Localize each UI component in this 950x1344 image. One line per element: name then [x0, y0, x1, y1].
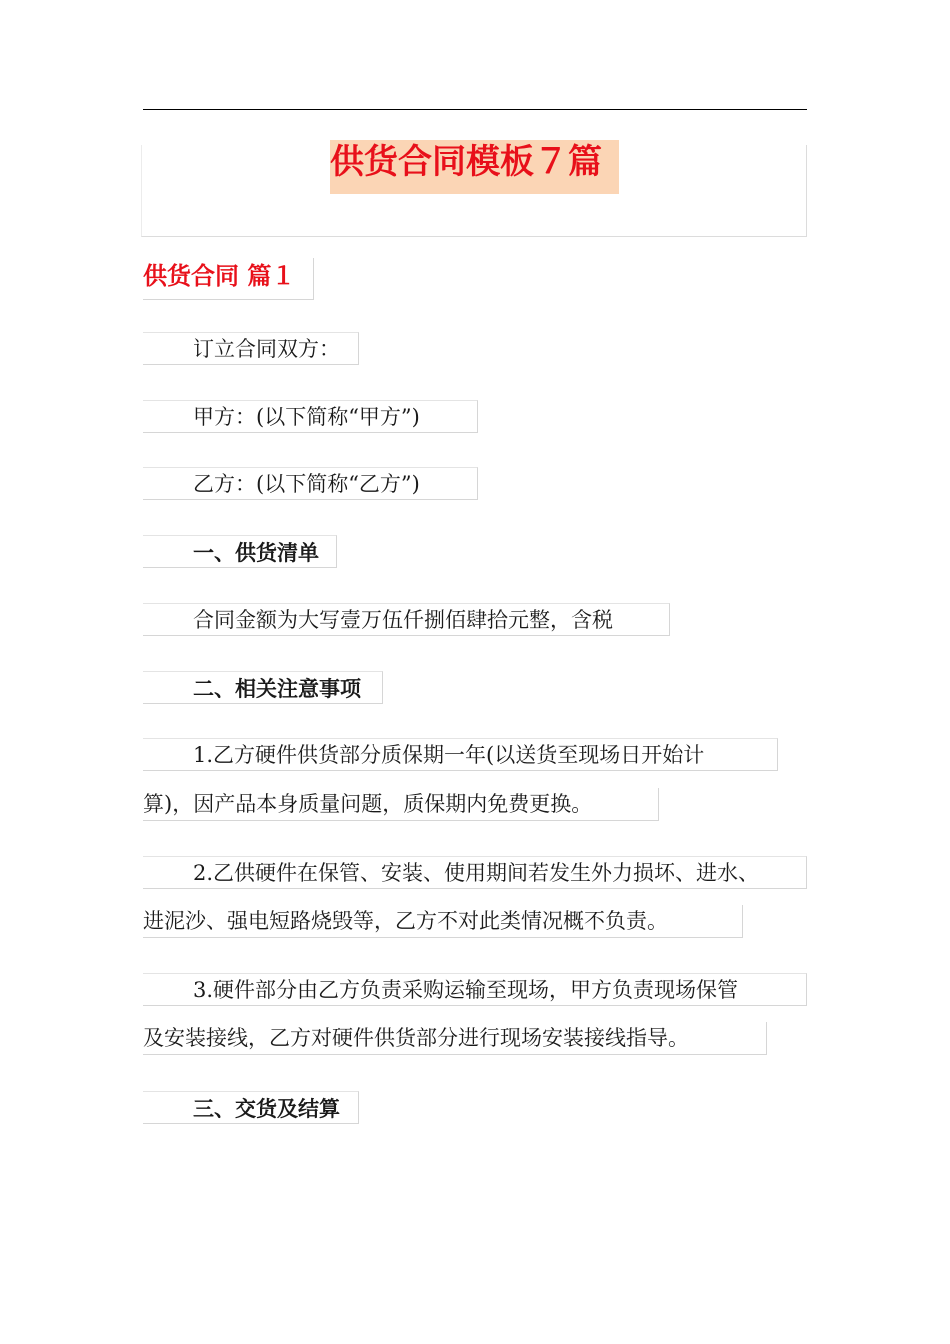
- item-2-line-1: [143, 856, 807, 889]
- heading-supply-list: [143, 535, 337, 568]
- item-2-line-2-text: 进泥沙、强电短路烧毁等，乙方不对此类情况概不负责。: [143, 909, 668, 933]
- heading-delivery-settlement-text: 三、交货及结算: [193, 1096, 340, 1121]
- item-2-line-1-text: 2.乙供硬件在保管、安装、使用期间若发生外力损坏、进水、: [193, 861, 760, 885]
- party-b-text: 乙方：(以下简称“乙方”): [193, 472, 420, 496]
- party-b: [143, 467, 478, 500]
- item-1-line-2-text: 算)，因产品本身质量问题，质保期内免费更换。: [143, 792, 593, 816]
- item-3-line-1: [143, 973, 807, 1006]
- item-2-line-2: [143, 905, 743, 938]
- parties-intro-text: 订立合同双方：: [193, 337, 340, 361]
- section-heading: 供货合同 篇１: [143, 258, 314, 300]
- contract-amount: [143, 603, 670, 636]
- item-1-line-1-text: 1.乙方硬件供货部分质保期一年(以送货至现场日开始计: [193, 743, 705, 767]
- party-a-text: 甲方：(以下简称“甲方”): [193, 405, 420, 429]
- contract-amount-text: 合同金额为大写壹万伍仟捌佰肆拾元整，含税: [193, 608, 613, 632]
- item-1-line-1: [143, 738, 778, 771]
- party-a: [143, 400, 478, 433]
- item-3-line-1-text: 3.硬件部分由乙方负责采购运输至现场，甲方负责现场保管: [193, 978, 739, 1002]
- document-title: 供货合同模板７篇: [330, 140, 619, 194]
- heading-supply-list-text: 一、供货清单: [193, 540, 319, 565]
- heading-notes-text: 二、相关注意事项: [193, 676, 361, 701]
- item-1-line-2: [143, 788, 659, 821]
- item-3-line-2-text: 及安装接线，乙方对硬件供货部分进行现场安装接线指导。: [143, 1026, 689, 1050]
- parties-intro: [143, 332, 359, 365]
- top-rule: [143, 109, 807, 110]
- heading-notes: [143, 671, 383, 704]
- item-3-line-2: [143, 1022, 767, 1055]
- heading-delivery-settlement: [143, 1091, 359, 1124]
